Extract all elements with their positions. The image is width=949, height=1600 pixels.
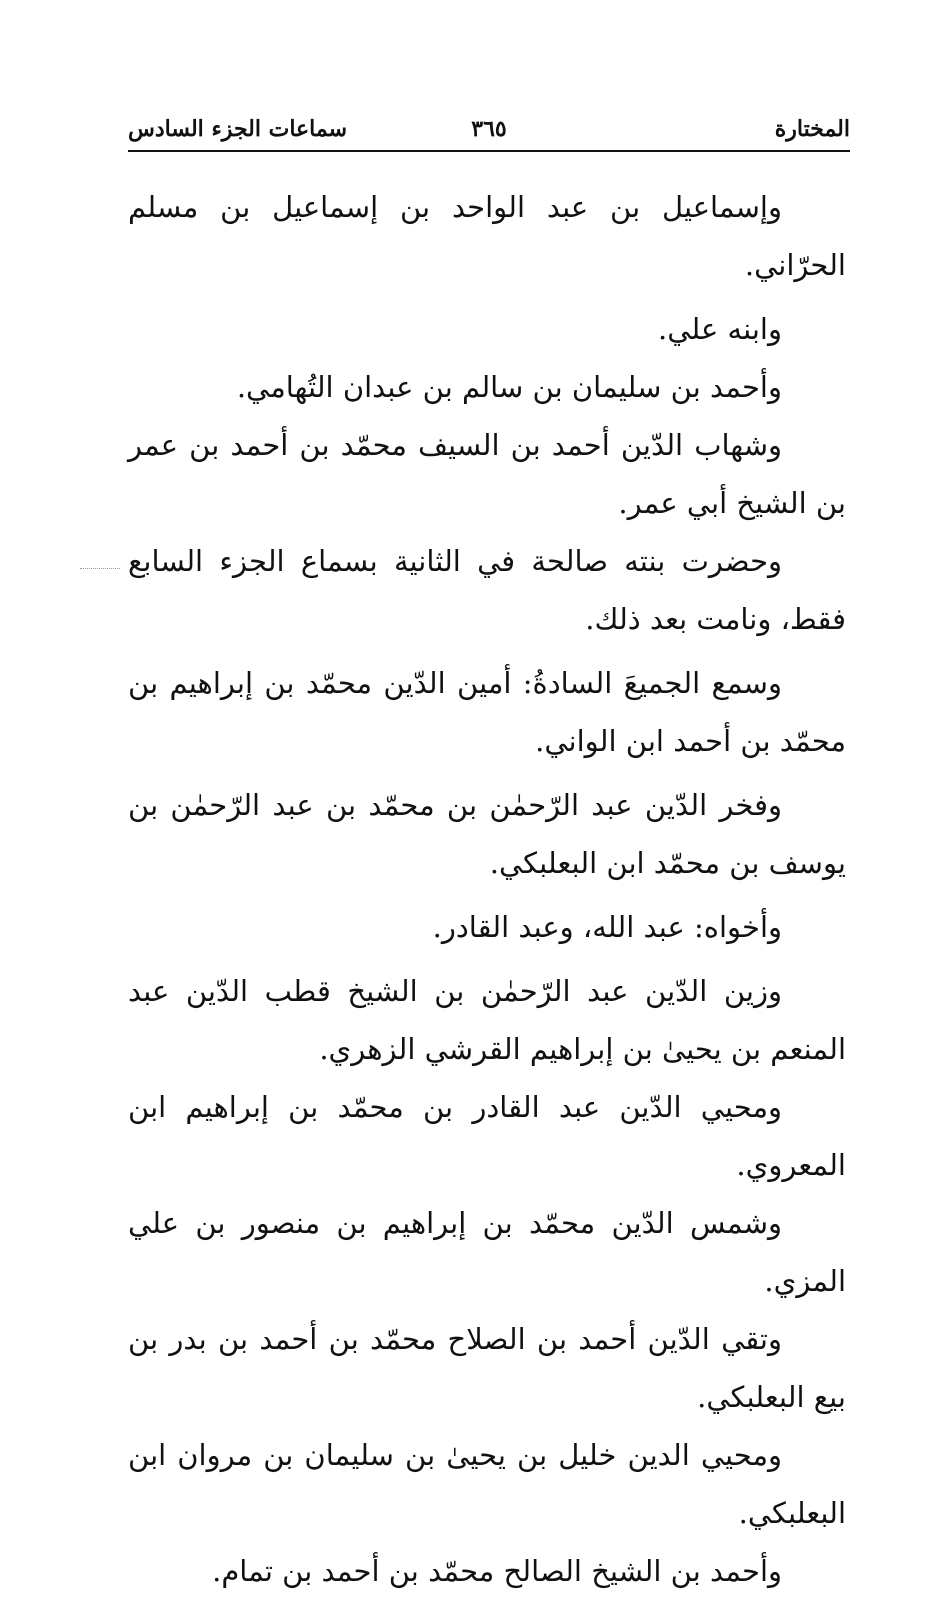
text-paragraph: وإسماعيل بن عبد الواحد بن إسماعيل بن مسلم الحرّاني. <box>128 190 846 282</box>
book-title: المختارة <box>774 116 850 142</box>
text-paragraph: ومحيي الدين خليل بن يحيىٰ بن سليمان بن مروان ابن البعلبكي. <box>128 1438 846 1530</box>
margin-marks <box>80 568 120 569</box>
text-paragraph: وشمس الدّين محمّد بن إبراهيم بن منصور بن علي المزي. <box>128 1206 846 1298</box>
main-text <box>128 178 846 1600</box>
section-title: سماعات الجزء السادس <box>128 116 348 142</box>
page-number: ٣٦٥ <box>471 116 507 142</box>
header-divider <box>128 150 850 152</box>
text-paragraph: وفخر الدّين عبد الرّحمٰن بن محمّد بن عبد الرّحمٰن بن يوسف بن محمّد ابن البعلبكي. <box>128 788 846 880</box>
text-paragraph: وزين الدّين عبد الرّحمٰن بن الشيخ قطب الدّين عبد المنعم بن يحيىٰ بن إبراهيم القرشي الزهري. <box>128 974 846 1066</box>
text-paragraph: وحضرت بنته صالحة في الثانية بسماع الجزء السابع فقط، ونامت بعد ذلك. <box>128 544 846 636</box>
running-header <box>128 112 850 152</box>
text-paragraph: وأحمد بن سليمان بن سالم بن عبدان التُهامي. <box>236 370 782 404</box>
text-paragraph: وتقي الدّين أحمد بن الصلاح محمّد بن أحمد بن بدر بن بيع البعلبكي. <box>128 1322 846 1414</box>
text-paragraph: وأخواه: عبد الله، وعبد القادر. <box>432 910 782 944</box>
text-paragraph: وشهاب الدّين أحمد بن السيف محمّد بن أحمد بن عمر بن الشيخ أبي عمر. <box>128 428 846 520</box>
text-paragraph: وأحمد بن الشيخ الصالح محمّد بن أحمد بن تمام. <box>212 1554 782 1588</box>
text-paragraph: ومحيي الدّين عبد القادر بن محمّد بن إبراهيم ابن المعروي. <box>128 1090 846 1182</box>
text-paragraph: وابنه علي. <box>658 312 782 346</box>
text-paragraph: وسمع الجميعَ السادةُ: أمين الدّين محمّد بن إبراهيم بن محمّد بن أحمد ابن الواني. <box>128 666 846 758</box>
